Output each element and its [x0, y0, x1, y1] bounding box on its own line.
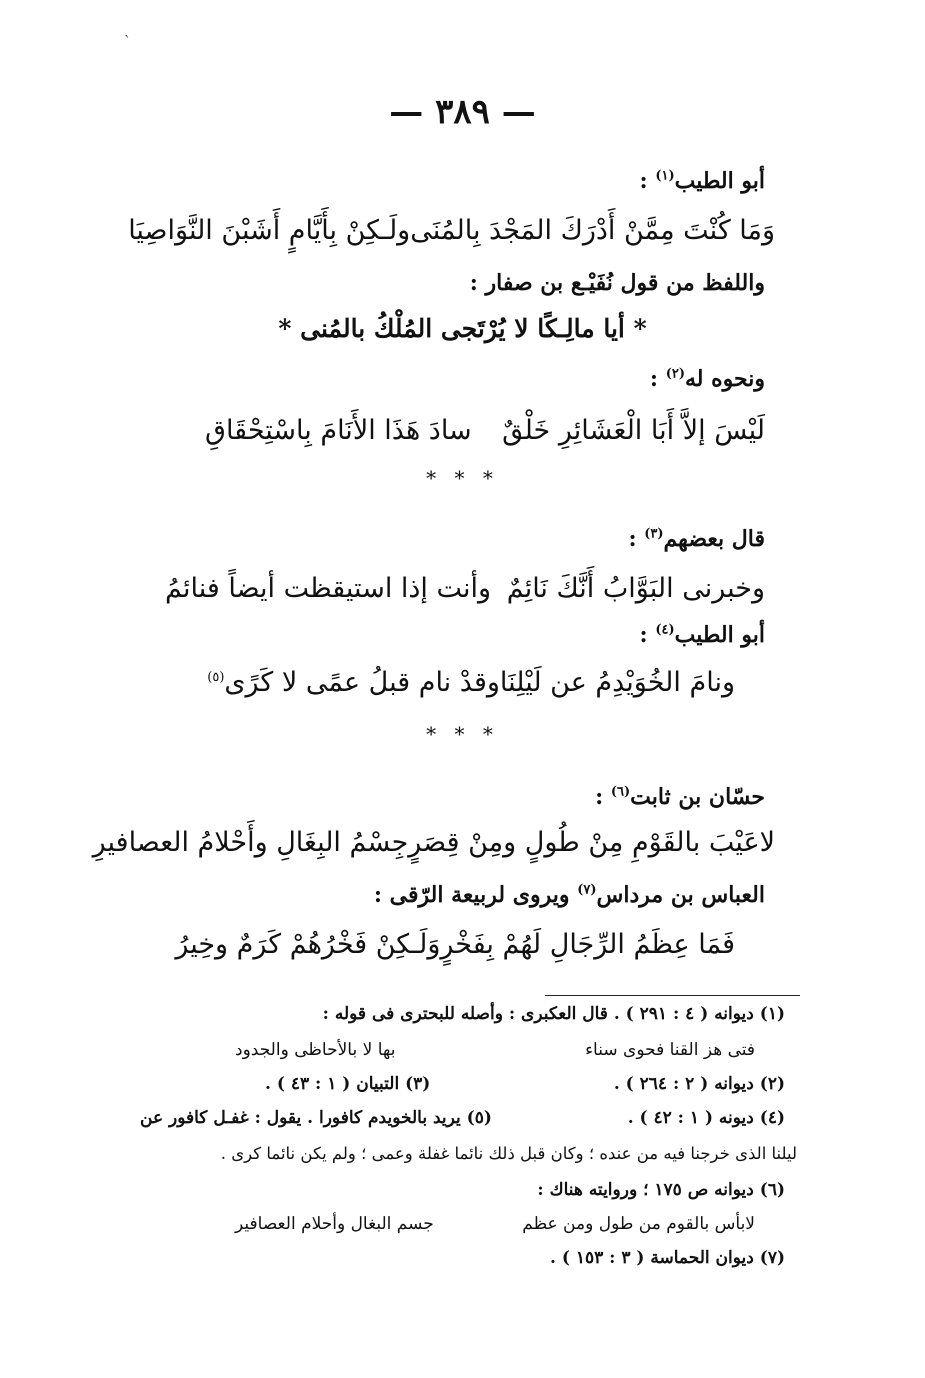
section-divider-stars: * * * — [426, 466, 499, 490]
verse-second-hemistich: بها لا بالأحاظى والجدود — [235, 1040, 396, 1060]
hemistich-text: وقدْ نام قبلُ عمًى لا كَرًى — [224, 666, 500, 698]
footnote-6: (٦) ديوانه ص ١٧٥ ؛ وروايته هناك : — [537, 1180, 785, 1200]
verse-second-hemistich: وأنت إذا استيقظت أيضاً فنائمُ — [165, 572, 492, 604]
footnote-verse — [235, 1214, 755, 1234]
footnote-ref: (٥) — [207, 669, 225, 685]
poet-heading — [640, 168, 765, 194]
poet-heading — [650, 366, 765, 392]
verse-first-hemistich: لابأس بالقوم من طول ومن عظم — [522, 1214, 755, 1234]
heading-text: ونحوه له — [685, 366, 765, 392]
poet-heading — [628, 526, 765, 552]
quoted-hemistich: * أيا مالِـكًا لا يُرْتَجى المُلْكُ بالمُنى * — [278, 314, 647, 343]
section-divider-stars: * * * — [426, 722, 499, 746]
footnote-row — [140, 1108, 785, 1128]
footnote-ref: (٦) — [610, 784, 631, 800]
poet-name: قال بعضهم — [663, 526, 765, 552]
verse-first-hemistich: فتى هز القنا فحوى سناء — [585, 1040, 755, 1060]
heading-colon: : — [628, 526, 637, 552]
footnote-row — [265, 1074, 785, 1094]
footnote-ref: (٢) — [665, 366, 685, 382]
verse-first-hemistich: ونامَ الخُوَيْدِمُ عن لَيْلِنَا — [499, 666, 735, 698]
poet-name: العباس بن مرداس — [596, 882, 765, 908]
verse-first-hemistich: وَمَا كُنْتَ مِمَّنْ أَدْرَكَ المَجْدَ بِالمُنَى — [410, 214, 775, 246]
footnote-verse — [235, 1040, 755, 1060]
poet-heading — [640, 622, 765, 648]
heading-colon: : — [639, 168, 648, 194]
heading-colon: : — [649, 366, 659, 392]
verse-second-hemistich — [207, 667, 500, 698]
footnote-5-continued: ليلنا الذى خرجنا فيه من عنده ؛ وكان قبل ذلك نائما غفلة وعمى ؛ ولم يكن نائما كرى . — [220, 1144, 797, 1163]
footnote-7: (٧) ديوان الحماسة ( ٣ : ١٥٣ ) . — [550, 1248, 785, 1268]
verse-line — [205, 408, 765, 452]
verse-line — [92, 820, 775, 864]
page-number: — ٣٨٩ — — [389, 92, 536, 132]
footnote-5: (٥) يريد بالخويدم كافورا . يقول : غفـل كافور عن — [140, 1108, 492, 1128]
poet-name: أبو الطيب — [674, 168, 765, 194]
verse-first-hemistich: وخبرنى البَوَّابُ أَنَّكَ نَائِمٌ — [506, 572, 765, 604]
heading-colon: : — [639, 622, 648, 648]
verse-second-hemistich: وَلَـكِنْ فَخْرُهُمْ كَرَمٌ وخِيرُ — [175, 928, 441, 960]
verse-line — [128, 208, 775, 252]
corner-mark: ˋ — [124, 34, 131, 50]
verse-line — [207, 660, 735, 704]
poet-name: أبو الطيب — [674, 622, 765, 648]
verse-second-hemistich: ولَـكِنْ بِأَيَّامٍ أَشَبْنَ النَّوَاصِيَا — [128, 214, 411, 246]
verse-first-hemistich: لَيْسَ إلاَّ أَبَا الْعَشَائِرِ خَلْقٌ — [502, 414, 765, 446]
poet-heading — [595, 784, 765, 810]
footnote-4: (٤) ديونه ( ١ : ٤٢ ) . — [627, 1108, 785, 1128]
footnote-separator — [545, 995, 800, 996]
footnote-ref: (٤) — [655, 622, 675, 638]
footnote-2: (٢) ديوانه ( ٢ : ٢٦٤ ) . — [613, 1074, 785, 1094]
heading-colon: : — [595, 784, 604, 810]
poet-heading — [374, 882, 765, 908]
verse-second-hemistich: جِسْمُ البِغَالِ وأَحْلامُ العصافيرِ — [92, 826, 409, 858]
verse-second-hemistich: جسم البغال وأحلام العصافير — [235, 1214, 434, 1234]
footnote-ref: (٣) — [644, 526, 664, 542]
verse-second-hemistich: سادَ هَذَا الأَنَامَ بِاسْتِحْقَاقِ — [205, 414, 472, 446]
verse-first-hemistich: فَمَا عِظَمُ الرِّجَالِ لَهُمْ بِفَخْرٍ — [440, 928, 735, 960]
verse-line — [175, 922, 735, 966]
footnote-1: (١) ديوانه ( ٤ : ٢٩١ ) . قال العكبرى : وأصله للبحترى فى قوله : — [322, 1004, 785, 1024]
verse-line — [165, 566, 765, 610]
heading-rest: ويروى لربيعة الرّقى : — [373, 882, 570, 908]
poet-name: حسّان بن ثابت — [630, 784, 765, 810]
source-note: واللفظ من قول نُفَيْـع بن صفار : — [469, 270, 765, 296]
verse-first-hemistich: لاعَيْبَ بالقَوْمِ مِنْ طُولٍ ومِنْ قِصَرٍ — [408, 826, 775, 858]
footnote-ref: (١) — [655, 168, 675, 184]
footnote-3: (٣) التبيان ( ١ : ٤٣ ) . — [265, 1074, 431, 1094]
footnote-ref: (٧) — [577, 882, 597, 898]
